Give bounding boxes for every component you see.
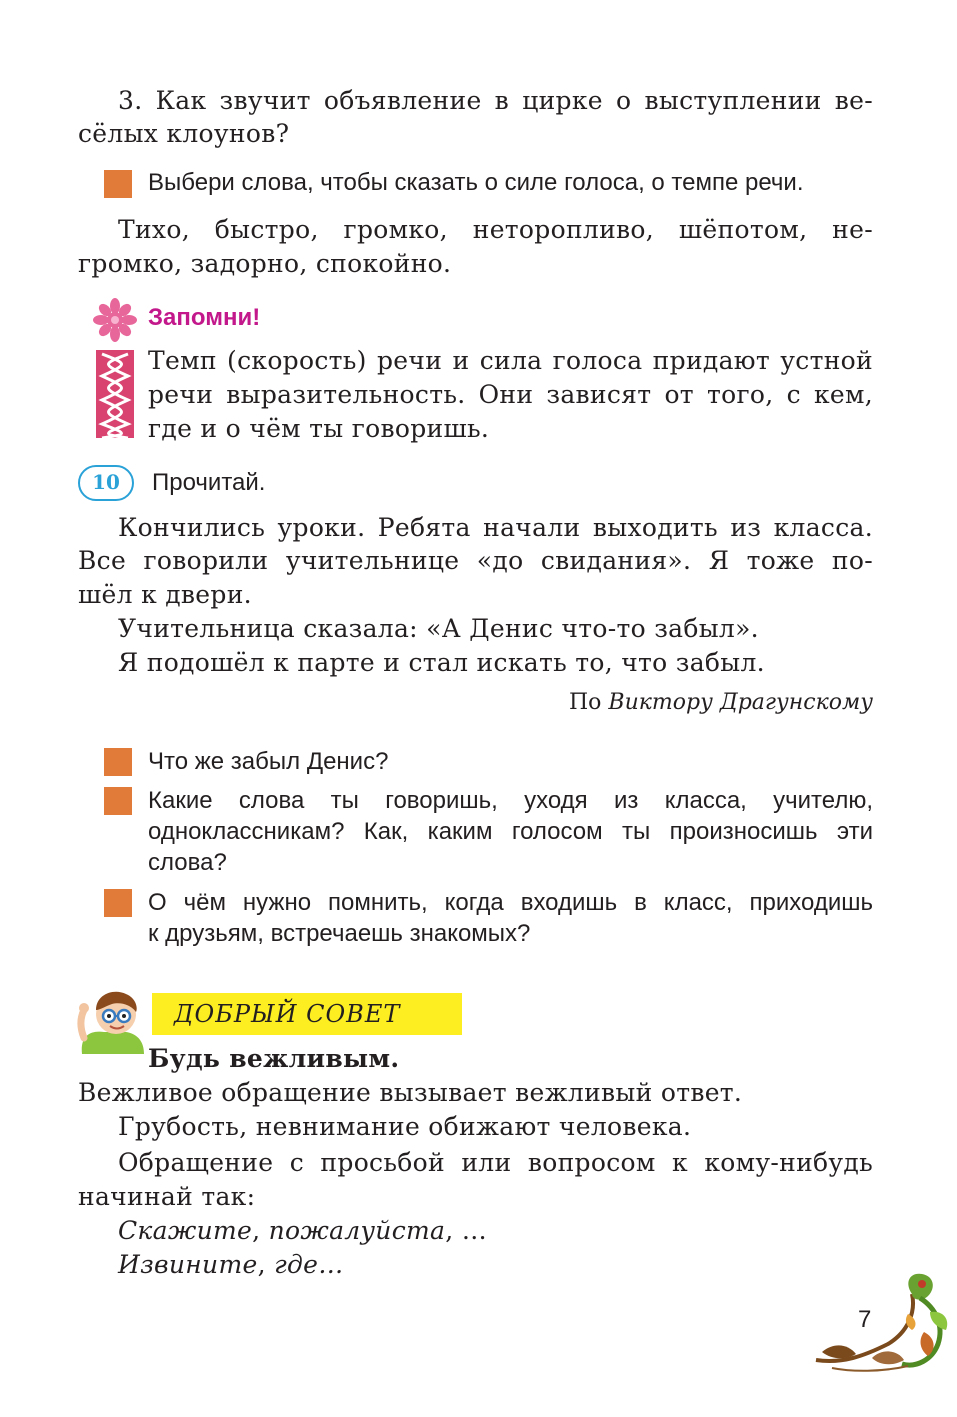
exercise-instruction: Прочитай.	[152, 469, 266, 496]
question-square-icon	[104, 787, 132, 815]
question-3-line-2-sans: к друзьям, встречаешь знакомых?	[148, 920, 531, 947]
page-number: 7	[858, 1306, 872, 1333]
remember-line-3: где и о чём ты говоришь.	[148, 414, 490, 443]
attribution-prefix: По	[568, 690, 602, 715]
phrase-word: Извините	[118, 1250, 258, 1279]
advice-line-2: Вежливое обращение вызывает вежливый ответ.	[78, 1078, 743, 1107]
phrase-comma: ,	[252, 1216, 269, 1245]
boy-with-glasses-icon	[74, 988, 148, 1056]
advice-line-4: Обращение с просьбой или вопросом к кому-нибудь	[118, 1148, 873, 1177]
question-2-line-3: слова?	[148, 849, 227, 876]
exercise-number-badge: 10	[78, 465, 134, 501]
advice-line-6	[118, 1216, 487, 1245]
task-instruction: Выбери слова, чтобы сказать о силе голоса, о темпе речи.	[148, 169, 804, 196]
question-2-line-1: Какие слова ты говоришь, уходя из класса, учителю,	[148, 787, 873, 814]
question-3-line-2: сёлых клоунов?	[78, 119, 290, 148]
advice-line-7	[118, 1250, 344, 1279]
question-3-line-1-sans: О чём нужно помнить, когда входишь в класс, приходишь	[148, 889, 873, 916]
story-line-5: Я подошёл к парте и стал искать то, что забыл.	[118, 648, 765, 677]
attribution-author: Виктору Драгунскому	[608, 690, 873, 715]
question-square-icon	[104, 748, 132, 776]
braid-ornament-icon	[96, 350, 134, 438]
story-line-2: Все говорили учительнице «до свидания». Я тоже по-	[78, 546, 873, 575]
flower-icon	[93, 298, 137, 342]
story-attribution	[569, 690, 873, 715]
story-line-1: Кончились уроки. Ребята начали выходить из класса.	[118, 513, 873, 542]
story-line-3: шёл к двери.	[78, 580, 252, 609]
remember-line-2: речи выразительность. Они зависят от того, с кем,	[148, 380, 873, 409]
corner-ornament-icon	[812, 1268, 954, 1380]
words-line-1: Тихо, быстро, громко, неторопливо, шёпотом, не-	[118, 215, 873, 244]
question-3-line-1: 3. Как звучит объявление в цирке о выступлении ве-	[118, 86, 873, 115]
advice-line-1: Будь вежливым.	[148, 1044, 400, 1073]
remember-line-1: Темп (скорость) речи и сила голоса придают устной	[148, 346, 873, 375]
phrase-ellipsis: , …	[445, 1216, 487, 1245]
question-1: Что же забыл Денис?	[148, 748, 389, 775]
phrase-comma: ,	[257, 1250, 275, 1279]
question-2-line-2: одноклассникам? Как, каким голосом ты произносишь эти	[148, 818, 873, 845]
advice-line-5: начинай так:	[78, 1182, 256, 1211]
remember-title: Запомни!	[148, 304, 261, 331]
phrase-word: где…	[274, 1250, 344, 1279]
advice-line-3: Грубость, невнимание обижают человека.	[118, 1112, 692, 1141]
story-line-4: Учительница сказала: «А Денис что-то забыл».	[118, 614, 759, 643]
good-advice-banner: ДОБРЫЙ СОВЕТ	[152, 993, 462, 1035]
words-line-2: громко, задорно, спокойно.	[78, 249, 452, 278]
task-square-icon	[104, 170, 132, 198]
phrase-word: пожалуйста	[268, 1216, 446, 1245]
question-square-icon	[104, 889, 132, 917]
phrase-word: Скажите	[118, 1216, 253, 1245]
